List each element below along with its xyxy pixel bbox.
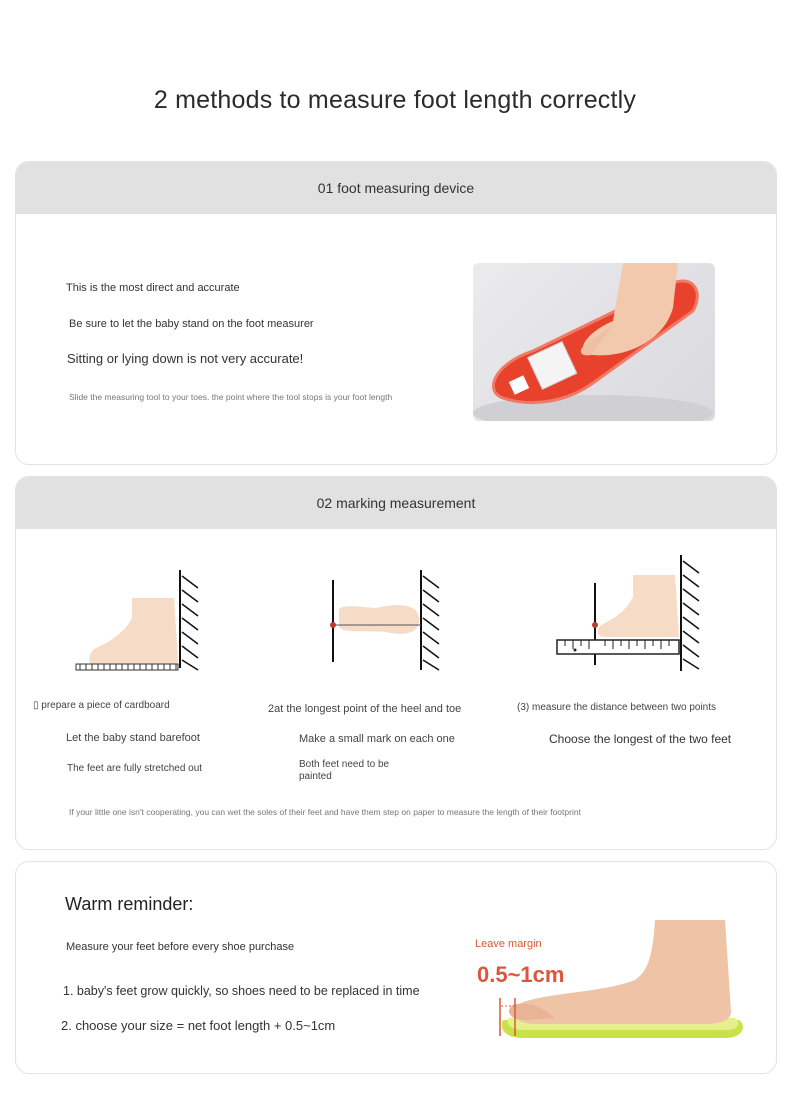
- device-note: Slide the measuring tool to your toes. the point where the tool stops is your foot length: [69, 392, 393, 402]
- reminder-line1: Measure your feet before every shoe purchase: [66, 941, 295, 953]
- device-text-line2: Be sure to let the baby stand on the foot measurer: [69, 318, 314, 330]
- margin-value: 0.5~1cm: [477, 962, 565, 987]
- device-text-line1: This is the most direct and accurate: [66, 282, 240, 294]
- foot-on-insole-illustration: [495, 920, 750, 1042]
- marking-note: If your little one isn't cooperating, you can wet the soles of their feet and have them step on paper to measure the length of their footprint: [69, 807, 581, 817]
- reminder-line2: 1. baby's feet grow quickly, so shoes need to be replaced in time: [63, 984, 420, 998]
- measure-distance-illustration: [555, 553, 705, 673]
- step3-title: (3) measure the distance between two points: [517, 702, 716, 713]
- foot-measurer-photo: [473, 263, 715, 421]
- section-header: 01 foot measuring device: [16, 162, 776, 214]
- heel-toe-marking-illustration: [325, 568, 445, 672]
- device-text-line3: Sitting or lying down is not very accurate!: [67, 351, 304, 366]
- section-header: 02 marking measurement: [16, 477, 776, 529]
- step2-line2b: painted: [299, 771, 332, 782]
- margin-label: Leave margin: [475, 938, 542, 950]
- step2-line2a: Both feet need to be: [299, 759, 390, 770]
- step1-title: ▯ prepare a piece of cardboard: [33, 700, 170, 711]
- warm-reminder-title: Warm reminder:: [65, 894, 194, 914]
- step1-line1: Let the baby stand barefoot: [66, 732, 200, 744]
- reminder-line3: 2. choose your size = net foot length + 0.5~1cm: [61, 1018, 336, 1033]
- foot-on-cardboard-illustration: [74, 568, 204, 676]
- foot-measurer-illustration: [473, 263, 715, 421]
- step1-line2: The feet are fully stretched out: [67, 763, 203, 774]
- step2-title: 2at the longest point of the heel and toe: [268, 703, 462, 715]
- step3-line1: Choose the longest of the two feet: [549, 732, 732, 746]
- page-title: 2 methods to measure foot length correctly: [153, 86, 637, 114]
- step2-line1: Make a small mark on each one: [299, 733, 455, 745]
